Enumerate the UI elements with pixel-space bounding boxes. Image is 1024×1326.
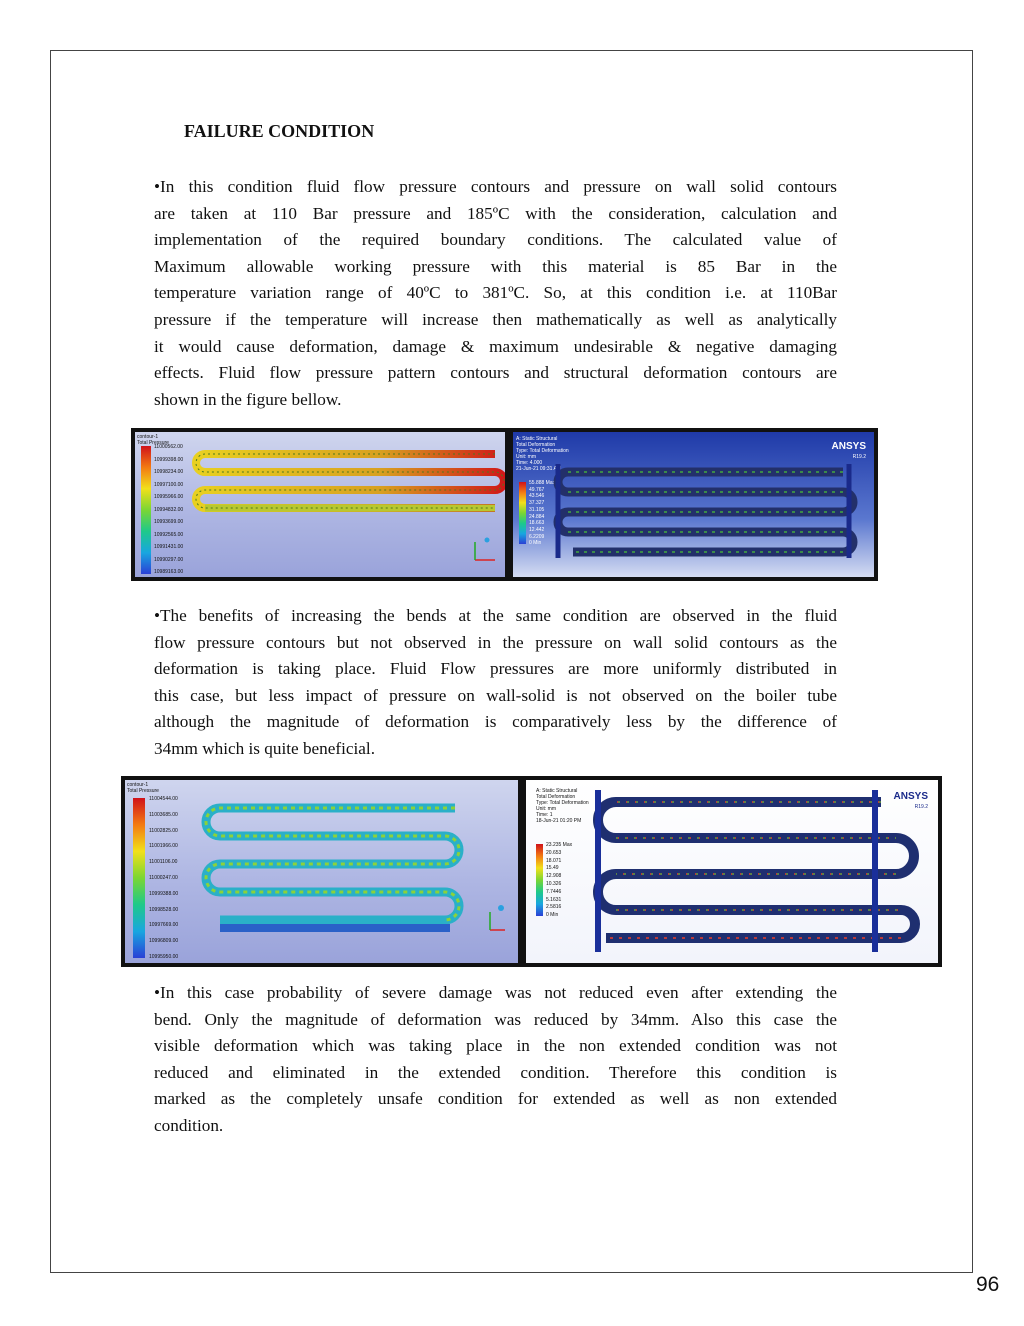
legend-tick: 15.49	[546, 865, 559, 872]
paragraph-line: although the magnitude of deformation is comparatively less by the difference of	[154, 712, 837, 732]
legend-tick: 0 Min	[529, 540, 542, 547]
legend-tick: 10997100.00	[154, 481, 184, 488]
figure-1-deformation-contour	[509, 428, 878, 581]
legend-title-line: Time: 4.000	[516, 460, 543, 466]
legend-tick: 10999388.00	[149, 890, 179, 897]
serpentine-tube-contour	[135, 432, 505, 577]
paragraph-line: condition.	[154, 1115, 224, 1135]
legend-title-line: Time: 1	[536, 812, 553, 818]
serpentine-tube-contour	[125, 780, 518, 963]
serpentine-tube-deformation	[513, 432, 874, 577]
legend-tick: 10995966.00	[154, 494, 184, 500]
paragraph-line: reduced and eliminated in the extended condition. Therefore this condition is	[154, 1062, 837, 1082]
paragraph-line: deformation is taking place. Fluid Flow pressures are more uniformly distributed in	[154, 659, 837, 679]
section-heading: FAILURE CONDITION	[184, 121, 375, 141]
legend-tick: 0 Min	[546, 912, 559, 919]
legend-tick: 43.546	[529, 493, 545, 500]
legend-tick: 55.888 Max	[529, 480, 556, 486]
paragraph-line: Maximum allowable working pressure with this material is 85 Bar in the	[154, 256, 837, 276]
legend-tick: 11000247.00	[149, 875, 178, 881]
legend-tick: 11003685.00	[149, 811, 178, 818]
paragraph-line: marked as the completely unsafe condition for extended as well as non extended	[154, 1089, 837, 1109]
figure-2-deformation-contour	[522, 776, 942, 967]
legend-tick: 10989163.00	[154, 569, 184, 575]
legend-title-line: Total Pressure	[137, 440, 169, 446]
paragraph-line: bend. Only the magnitude of deformation was reduced by 34mm. Also this case the	[154, 1009, 837, 1029]
paragraph-line: implementation of the required boundary conditions. The calculated value of	[154, 230, 837, 250]
paragraph-line: flow pressure contours but not observed in the pressure on wall solid contours as the	[154, 632, 837, 652]
legend-title-line: contour-1	[127, 782, 149, 788]
legend-title-line: Total Deformation	[516, 442, 556, 448]
legend-tick: 2.5816	[546, 904, 562, 911]
legend-tick: 7.7446	[546, 888, 562, 895]
legend-tick: 37.327	[529, 500, 545, 507]
figure-2-pressure-contour	[121, 776, 522, 967]
legend-tick: 10993699.00	[154, 519, 184, 525]
legend-title-line: Type: Total Deformation	[516, 448, 569, 454]
paragraph-line: effects. Fluid flow pressure pattern contours and structural deformation contours are	[154, 363, 837, 383]
legend-tick: 49.767	[529, 486, 545, 493]
legend-tick: 10995950.00	[149, 954, 179, 960]
paragraph-line: 34mm which is quite beneficial.	[154, 738, 375, 758]
legend-title-line: Unit: mm	[536, 806, 556, 812]
axis-triad-icon	[490, 905, 505, 930]
paragraph-line: this case, but less impact of pressure on wall-solid is not observed on the boiler tube	[154, 685, 837, 705]
paragraph-line: it would cause deformation, damage & maximum undesirable & negative damaging	[154, 336, 837, 356]
legend-tick: 10992565.00	[154, 531, 184, 538]
legend-tick: 10998528.00	[149, 906, 179, 913]
legend-title-line: Total Deformation	[536, 794, 576, 800]
ansys-release: R19.2	[852, 454, 866, 460]
figure-1-pressure-contour	[131, 428, 509, 581]
legend-tick: 31.105	[529, 506, 545, 513]
paragraph-line: •In this condition fluid flow pressure contours and pressure on wall solid contours	[154, 177, 837, 196]
paragraph-2	[154, 603, 837, 763]
legend-tick: 10997669.00	[149, 922, 179, 929]
legend-title-line: Type: Total Deformation	[536, 800, 589, 806]
legend-tick: 10.326	[546, 881, 562, 887]
ansys-release: R19.2	[914, 804, 928, 810]
legend-tick: 10996809.00	[149, 938, 179, 945]
legend-tick: 6.2209	[529, 533, 545, 540]
legend-title-line: contour-1	[137, 434, 159, 440]
legend-title-line: A: Static Structural	[536, 788, 578, 794]
page-number: 96	[976, 1273, 1000, 1296]
legend-tick: 12.908	[546, 873, 562, 880]
axis-triad-icon	[475, 538, 495, 561]
legend-tick: 10990297.00	[154, 556, 184, 563]
paragraph-line: •In this case probability of severe damage was not reduced even after extending the	[154, 983, 837, 1002]
paragraph-line: shown in the figure bellow.	[154, 389, 342, 409]
legend-tick: 11004544.00	[149, 796, 178, 802]
legend-tick: 18.663	[529, 520, 545, 527]
legend-tick: 11002825.00	[149, 827, 178, 834]
legend-tick: 5.1631	[546, 896, 562, 903]
legend-tick: 24.884	[529, 513, 545, 520]
legend-title-line: 18-Jun-21 01:20 PM	[536, 818, 582, 824]
legend-title-line: A: Static Structural	[516, 436, 558, 442]
paragraph-line: temperature variation range of 40ºC to 381ºC. So, at this condition i.e. at 110Bar	[154, 283, 837, 303]
legend-tick: 18.071	[546, 857, 562, 864]
legend-tick: 11001966.00	[149, 843, 178, 850]
serpentine-tube-deformation	[526, 780, 938, 963]
legend-tick: 10994832.00	[154, 506, 184, 513]
legend-title-line: 21-Jun-21 09:31 AM	[516, 466, 562, 472]
paragraph-3	[154, 980, 837, 1140]
paragraph-1	[154, 174, 837, 413]
legend-tick: 11000562.00	[154, 444, 183, 450]
legend-tick: 20.653	[546, 849, 562, 856]
legend-tick: 10991431.00	[154, 544, 184, 550]
legend-tick: 12.442	[529, 526, 545, 533]
paragraph-line: pressure if the temperature will increase then mathematically as well as analytically	[154, 309, 837, 329]
legend-title-line: Unit: mm	[516, 454, 536, 460]
ansys-brand: ANSYS	[893, 791, 928, 802]
legend-tick: 23.235 Max	[546, 842, 573, 848]
legend-tick: 10999398.00	[154, 456, 184, 463]
ansys-brand: ANSYS	[831, 441, 866, 452]
legend-tick: 10998234.00	[154, 469, 184, 475]
paragraph-line: are taken at 110 Bar pressure and 185ºC with the consideration, calculation and	[154, 203, 837, 223]
paragraph-line: visible deformation which was taking place in the non extended condition was not	[154, 1036, 837, 1056]
paragraph-line: •The benefits of increasing the bends at the same condition are observed in the fluid	[154, 606, 837, 625]
legend-tick: 11001106.00	[149, 859, 178, 866]
legend-title-line: Total Pressure	[127, 788, 159, 794]
